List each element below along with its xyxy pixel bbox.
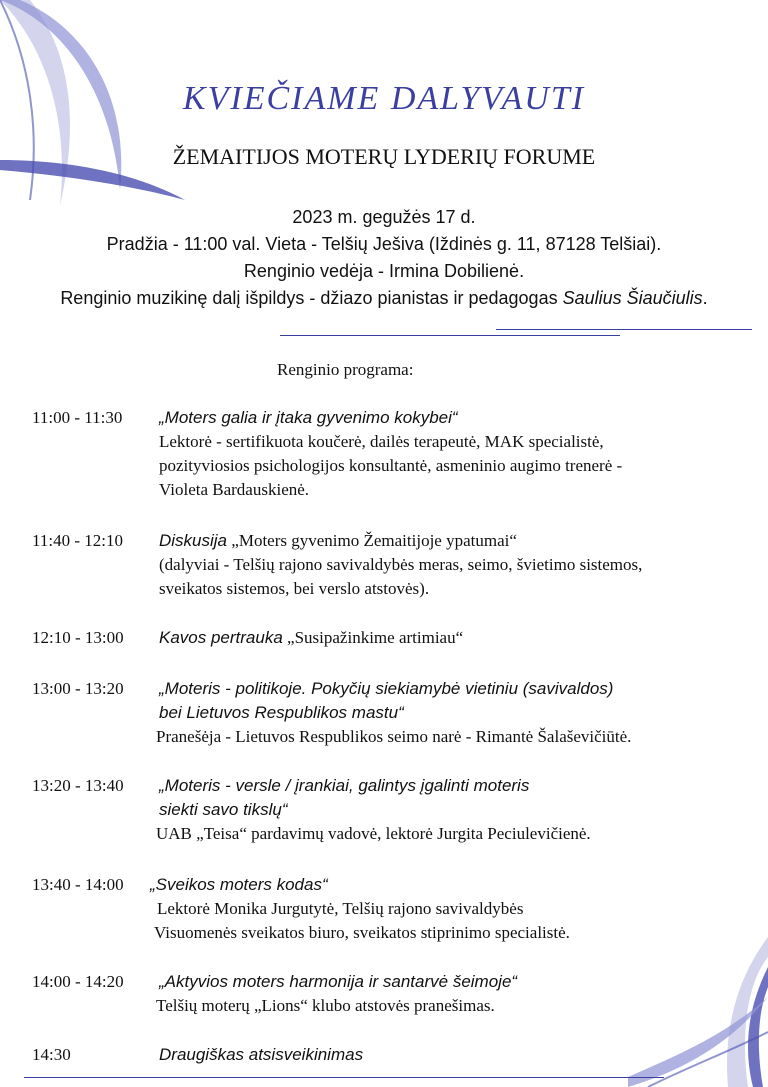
program-body — [159, 406, 759, 502]
program-title-row — [159, 626, 759, 650]
program-body — [156, 677, 759, 749]
program-title: „Moters galia ir įtaka gyvenimo kokybei“ — [159, 408, 458, 427]
event-info — [0, 204, 768, 312]
program-line: Violeta Bardauskienė. — [159, 480, 310, 499]
program-line: Pranešėja - Lietuvos Respublikos seimo narė - Rimantė Šalaševičiūtė. — [156, 727, 632, 746]
music-prefix: Renginio muzikinę dalį išpildys - džiazo pianistas ir pedagogas — [60, 288, 563, 308]
event-host: Renginio vedėja - Irmina Dobilienė. — [243, 261, 525, 281]
event-music — [0, 285, 768, 312]
program-time: 12:10 - 13:00 — [32, 628, 124, 647]
program-title-tail: „Susipažinkime artimiau“ — [282, 628, 464, 647]
divider-bottom — [24, 1077, 664, 1078]
event-date: 2023 m. gegužės 17 d. — [292, 207, 476, 227]
program-title-row — [159, 529, 759, 553]
program-title: „Sveikos moters kodas“ — [150, 875, 328, 894]
event-start-location: Pradžia - 11:00 val. Vieta - Telšių Ješiva (Iždinės g. 11, 87128 Telšiai). — [106, 234, 662, 254]
program-title: Diskusija — [159, 531, 228, 550]
program-title-cont: bei Lietuvos Respublikos mastu“ — [159, 703, 404, 722]
music-suffix: . — [702, 288, 708, 308]
program-title: „Aktyvios moters harmonija ir santarvė šeimoje“ — [159, 972, 518, 991]
program-line: Telšių moterų „Lions“ klubo atstovės pranešimas. — [156, 996, 495, 1015]
forum-subtitle: ŽEMAITIJOS MOTERŲ LYDERIŲ FORUME — [172, 144, 596, 169]
program-time: 14:00 - 14:20 — [32, 972, 124, 991]
program-line: Lektorė Monika Jurgutytė, Telšių rajono savivaldybės — [157, 899, 524, 918]
program-title: „Moteris - politikoje. Pokyčių siekiamybė vietiniu (savivaldos) — [159, 679, 614, 698]
program-time: 11:00 - 11:30 — [32, 408, 123, 427]
program-body — [156, 970, 759, 1018]
program-title-tail: „Moters gyvenimo Žemaitijoje ypatumai“ — [227, 531, 517, 550]
page-title: KVIEČIAME DALYVAUTI — [182, 80, 586, 117]
program-line: pozityviosios psichologijos konsultantė, asmeninio augimo trenerė - — [159, 456, 623, 475]
program-time: 11:40 - 12:10 — [32, 531, 123, 550]
program-time: 13:40 - 14:00 — [32, 875, 124, 894]
music-name: Saulius Šiaučiulis — [562, 288, 703, 308]
program-line: Lektorė - sertifikuota koučerė, dailės terapeutė, MAK specialistė, — [159, 432, 604, 451]
divider-right — [496, 329, 752, 330]
program-title: „Moteris - versle / įrankiai, galintys įgalinti moteris — [159, 776, 530, 795]
program-time: 13:00 - 13:20 — [32, 679, 124, 698]
program-title: Kavos pertrauka — [159, 628, 283, 647]
program-label: Renginio programa: — [277, 360, 414, 379]
program-title: Draugiškas atsisveikinimas — [159, 1045, 364, 1064]
program-line: UAB „Teisa“ pardavimų vadovė, lektorė Jurgita Peciulevičienė. — [156, 824, 591, 843]
program-line: sveikatos sistemos, bei verslo atstovės). — [159, 579, 430, 598]
divider-left — [280, 335, 620, 336]
program-line: Visuomenės sveikatos biuro, sveikatos stiprinimo specialistė. — [154, 923, 570, 942]
program-body — [159, 529, 759, 601]
program-line: (dalyviai - Telšių rajono savivaldybės meras, seimo, švietimo sistemos, — [159, 555, 643, 574]
program-title-cont: siekti savo tikslų“ — [159, 800, 288, 819]
program-body — [159, 1043, 759, 1067]
program-body — [150, 873, 750, 945]
program-body — [156, 774, 759, 846]
program-time: 14:30 — [32, 1045, 71, 1064]
program-body — [159, 626, 759, 650]
program-time: 13:20 - 13:40 — [32, 776, 124, 795]
